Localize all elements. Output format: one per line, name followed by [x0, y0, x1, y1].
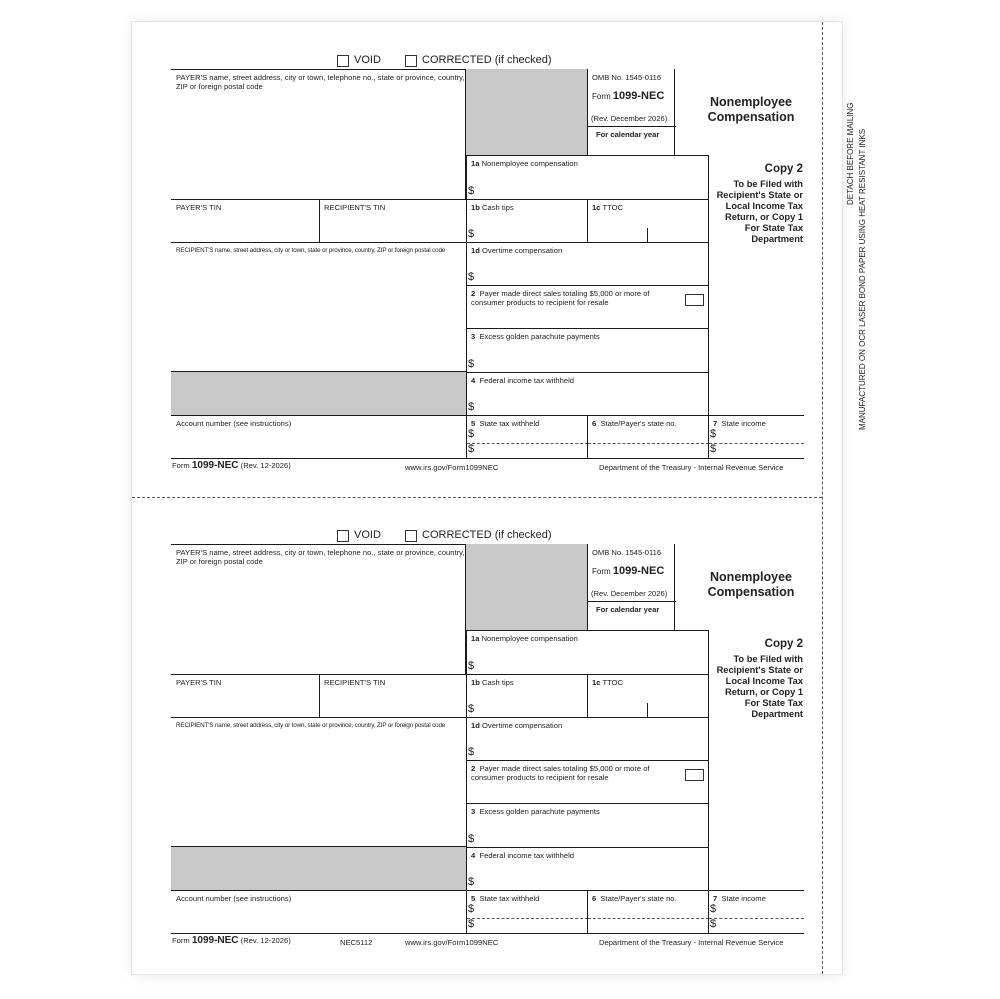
copy-title: Copy 2 [764, 638, 803, 650]
payer-tin-label: PAYER'S TIN [176, 678, 222, 687]
box-7[interactable] [708, 415, 804, 459]
box-1b-num: 1b [471, 678, 480, 687]
form-revision: (Rev. December 2026) [591, 114, 668, 123]
payer-name-box[interactable] [171, 69, 466, 200]
dollar-sign: $ [468, 358, 475, 370]
dollar-sign: $ [468, 876, 475, 888]
box-1c-label: TTOC [602, 678, 623, 687]
box-2-label: Payer made direct sales totaling $5,000 or more of consumer products to recipient for resale [471, 289, 650, 307]
form-label [592, 92, 664, 101]
box-2-checkbox[interactable] [685, 294, 704, 306]
footer-product-code: NEC5112 [340, 938, 373, 947]
calendar-year: For calendar year [596, 605, 660, 614]
omb-box [587, 69, 675, 156]
box-3-num: 3 [471, 332, 476, 341]
box-6-num: 6 [592, 894, 597, 903]
recipient-tin-box[interactable] [319, 199, 467, 243]
dollar-sign: $ [468, 903, 475, 915]
box-5-num: 5 [471, 419, 476, 428]
dollar-sign: $ [710, 428, 717, 440]
box-1d-label: Overtime compensation [482, 246, 563, 255]
footer-form-name: 1099-NEC [191, 460, 239, 471]
recipient-tin-box[interactable] [319, 674, 467, 718]
payer-name-label: PAYER'S name, street address, city or town, telephone no., state or province, country, ZIP or foreign postal code [176, 73, 465, 91]
box-1c-label: TTOC [602, 203, 623, 212]
box-2 [466, 760, 709, 804]
form-footer-name [172, 935, 291, 946]
box-3-label: Excess golden parachute payments [479, 332, 600, 341]
box-1a[interactable] [466, 155, 709, 200]
box-4-label: Federal income tax withheld [479, 376, 575, 385]
dollar-sign: $ [710, 903, 717, 915]
form-title [701, 95, 801, 125]
box-6[interactable] [587, 415, 709, 459]
shaded-area [466, 544, 588, 631]
recipient-name-label: RECIPIENT'S name, street address, city or town, state or province, country, ZIP or foreign postal code [176, 247, 446, 254]
form-prefix: Form [592, 567, 611, 576]
omb-number: OMB No. 1545-0116 [592, 73, 662, 82]
box-2-num: 2 [471, 764, 476, 773]
copy-2-bottom [0, 475, 1000, 950]
form-1099-nec [171, 69, 804, 459]
form-label [592, 567, 664, 576]
form-revision: (Rev. December 2026) [591, 589, 668, 598]
omb-number: OMB No. 1545-0116 [592, 548, 662, 557]
box-5-num: 5 [471, 894, 476, 903]
footer-form-prefix: Form [172, 936, 190, 945]
box-7-label: State income [721, 894, 766, 903]
form-prefix: Form [592, 92, 611, 101]
form-title [701, 570, 801, 600]
dollar-sign: $ [468, 703, 475, 715]
dollar-sign: $ [468, 918, 475, 930]
dollar-sign: $ [468, 401, 475, 413]
form-title-line1: Nonemployee [710, 95, 792, 109]
corrected-label: CORRECTED (if checked) [422, 529, 552, 541]
box-1d-num: 1d [471, 246, 480, 255]
box-7[interactable] [708, 890, 804, 934]
recipient-name-label: RECIPIENT'S name, street address, city or town, state or province, country, ZIP or foreign postal code [176, 722, 446, 729]
void-label: VOID [354, 529, 381, 541]
box-6-label: State/Payer's state no. [600, 894, 677, 903]
recipient-name-box[interactable] [171, 717, 467, 847]
payer-name-box[interactable] [171, 544, 466, 675]
box-1a-label: Nonemployee compensation [481, 159, 578, 168]
void-checkbox[interactable] [337, 530, 349, 542]
omb-box [587, 544, 675, 631]
box-7-label: State income [721, 419, 766, 428]
copy-title: Copy 2 [764, 163, 803, 175]
dollar-sign: $ [468, 185, 475, 197]
recipient-name-box[interactable] [171, 242, 467, 372]
box-2 [466, 285, 709, 329]
box-1a-num: 1a [471, 634, 480, 643]
void-label: VOID [354, 54, 381, 66]
box-1c[interactable] [587, 199, 709, 243]
box-4-num: 4 [471, 376, 476, 385]
dollar-sign: $ [468, 746, 475, 758]
box-3-num: 3 [471, 807, 476, 816]
detach-notice: DETACH BEFORE MAILING [846, 102, 855, 205]
dollar-sign: $ [468, 428, 475, 440]
recipient-tin-label: RECIPIENT'S TIN [324, 678, 386, 687]
payer-tin-label: PAYER'S TIN [176, 203, 222, 212]
box-6[interactable] [587, 890, 709, 934]
account-number-box[interactable] [171, 890, 467, 934]
box-5[interactable] [466, 890, 588, 934]
box-4-label: Federal income tax withheld [479, 851, 575, 860]
box-1d-num: 1d [471, 721, 480, 730]
box-5[interactable] [466, 415, 588, 459]
box-3[interactable] [466, 328, 709, 373]
dollar-sign: $ [710, 443, 717, 455]
box-1d[interactable] [466, 242, 709, 286]
dollar-sign: $ [468, 443, 475, 455]
corrected-checkbox[interactable] [405, 530, 417, 542]
paper-notice: MANUFACTURED ON OCR LASER BOND PAPER USING HEAT RESISTANT INKS [858, 128, 867, 430]
box-5-label: State tax withheld [479, 419, 540, 428]
form-name: 1099-NEC [612, 90, 665, 102]
shaded-area [171, 847, 467, 890]
box-1b[interactable] [466, 674, 588, 718]
box-1b[interactable] [466, 199, 588, 243]
box-2-checkbox[interactable] [685, 769, 704, 781]
box-3[interactable] [466, 803, 709, 848]
payer-tin-box[interactable] [171, 674, 320, 718]
box-4[interactable] [466, 847, 709, 891]
dollar-sign: $ [710, 918, 717, 930]
shaded-area [171, 372, 467, 415]
form-title-line2: Compensation [707, 110, 795, 124]
footer-form-name: 1099-NEC [191, 935, 239, 946]
box-1c-num: 1c [592, 203, 601, 212]
box-4[interactable] [466, 372, 709, 416]
box-1a[interactable] [466, 630, 709, 675]
footer-department: Department of the Treasury - Internal Revenue Service [599, 463, 784, 472]
box-2-num: 2 [471, 289, 476, 298]
form-title-line2: Compensation [707, 585, 795, 599]
shaded-area [466, 69, 588, 156]
form-name: 1099-NEC [612, 565, 665, 577]
account-number-box[interactable] [171, 415, 467, 459]
copy-2-top [0, 0, 1000, 475]
box-1b-label: Cash tips [482, 203, 514, 212]
box-3-label: Excess golden parachute payments [479, 807, 600, 816]
box-2-label: Payer made direct sales totaling $5,000 or more of consumer products to recipient for resale [471, 764, 650, 782]
box-7-num: 7 [713, 894, 718, 903]
account-number-label: Account number (see instructions) [176, 419, 292, 428]
box-1b-num: 1b [471, 203, 480, 212]
footer-form-prefix: Form [172, 461, 190, 470]
calendar-year: For calendar year [596, 130, 660, 139]
form-1099-nec [171, 544, 804, 934]
box-6-num: 6 [592, 419, 597, 428]
footer-revision: (Rev. 12-2026) [240, 461, 291, 470]
payer-name-label: PAYER'S name, street address, city or town, telephone no., state or province, country, ZIP or foreign postal code [176, 548, 465, 566]
box-4-num: 4 [471, 851, 476, 860]
form-title-line1: Nonemployee [710, 570, 792, 584]
footer-revision: (Rev. 12-2026) [240, 936, 291, 945]
box-1c[interactable] [587, 674, 709, 718]
footer-url: www.irs.gov/Form1099NEC [405, 463, 499, 472]
footer-url: www.irs.gov/Form1099NEC [405, 938, 499, 947]
copy-description: To be Filed with Recipient's State or Local Income Tax Return, or Copy 1 For State Tax Department [716, 179, 803, 244]
box-1a-num: 1a [471, 159, 480, 168]
account-number-label: Account number (see instructions) [176, 894, 292, 903]
void-checkbox[interactable] [337, 55, 349, 67]
corrected-label: CORRECTED (if checked) [422, 54, 552, 66]
box-1d-label: Overtime compensation [482, 721, 563, 730]
box-1d[interactable] [466, 717, 709, 761]
box-1c-num: 1c [592, 678, 601, 687]
dollar-sign: $ [468, 660, 475, 672]
box-7-num: 7 [713, 419, 718, 428]
footer-department: Department of the Treasury - Internal Revenue Service [599, 938, 784, 947]
box-1a-label: Nonemployee compensation [481, 634, 578, 643]
dollar-sign: $ [468, 228, 475, 240]
box-1b-label: Cash tips [482, 678, 514, 687]
dollar-sign: $ [468, 271, 475, 283]
dollar-sign: $ [468, 833, 475, 845]
box-6-label: State/Payer's state no. [600, 419, 677, 428]
copy-description: To be Filed with Recipient's State or Local Income Tax Return, or Copy 1 For State Tax Department [716, 654, 803, 719]
box-5-label: State tax withheld [479, 894, 540, 903]
recipient-tin-label: RECIPIENT'S TIN [324, 203, 386, 212]
payer-tin-box[interactable] [171, 199, 320, 243]
form-footer-name [172, 460, 291, 471]
corrected-checkbox[interactable] [405, 55, 417, 67]
